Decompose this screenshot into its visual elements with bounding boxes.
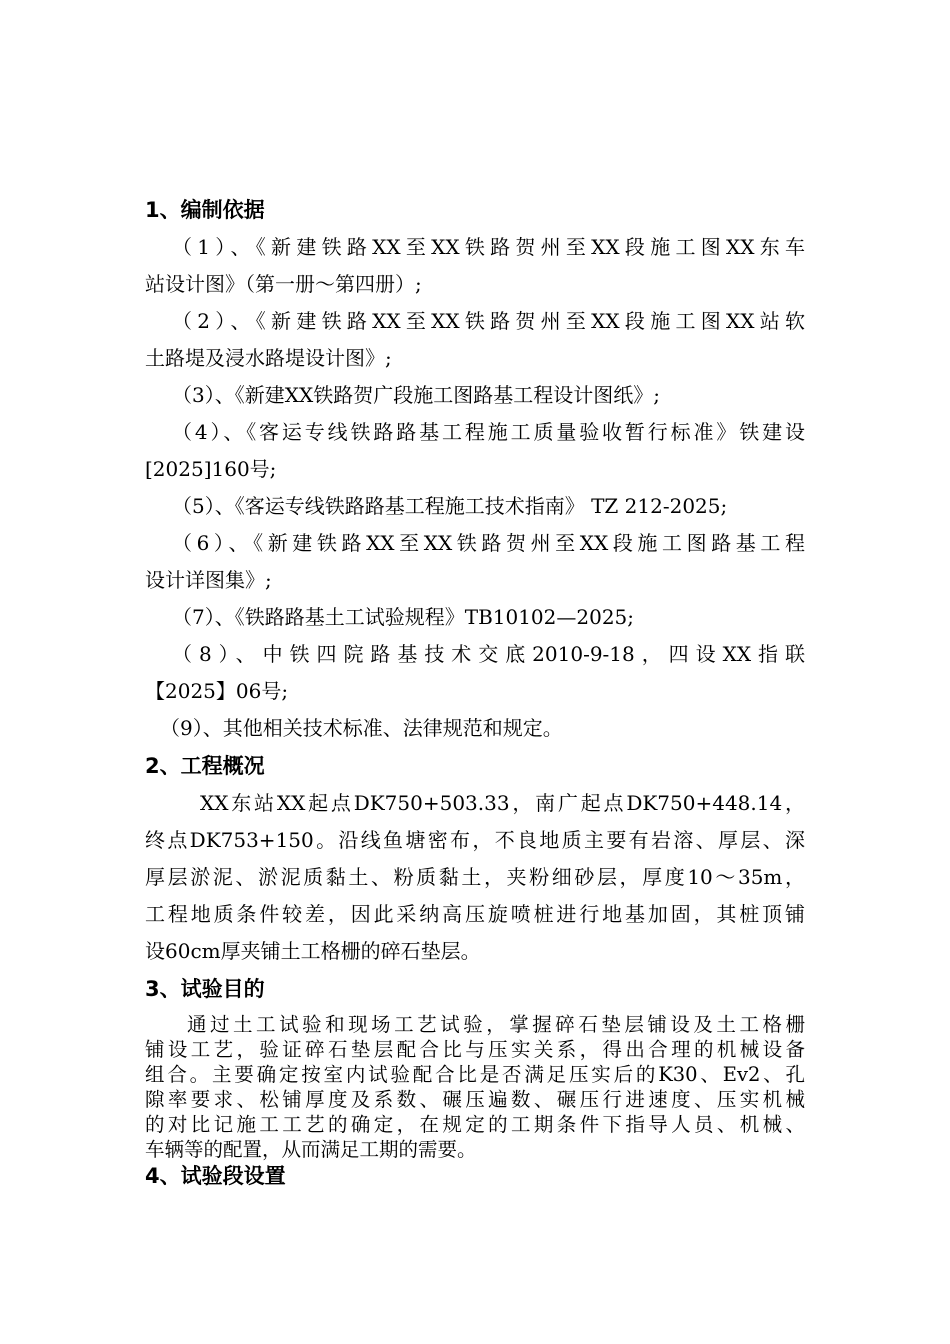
ref-item-8-line2: 【2025】06号; [145,679,289,703]
overview-line-2: 终点DK753+150。沿线鱼塘密布，不良地质主要有岩溶、厚层、深 [145,828,805,852]
ref-item-4-line2: [2025]160号; [145,457,277,481]
section4-heading: 4、试验段设置 [145,1164,286,1188]
ref-item-9: （9）、其他相关技术标准、法律规范和规定。 [160,716,563,740]
purpose-line-1: 通过土工试验和现场工艺试验，掌握碎石垫层铺设及土工格栅 [187,1013,805,1036]
ref-item-7: （7）、《铁路路基土工试验规程》TB10102—2025; [172,605,635,629]
purpose-line-2: 铺设工艺，验证碎石垫层配合比与压实关系，得出合理的机械设备 [145,1038,805,1061]
ref-item-2-line2: 土路堤及浸水路堤设计图》; [145,346,392,370]
ref-item-6-line1: （6）、《新建铁路XX至XX铁路贺州至XX段施工图路基工程 [172,531,805,555]
ref-item-4-line1: （4）、《客运专线铁路路基工程施工质量验收暂行标准》铁建设 [172,420,805,444]
ref-item-8-line1: （8）、中铁四院路基技术交底2010-9-18，四设XX指联 [172,642,805,666]
purpose-line-6: 车辆等的配置，从而满足工期的需要。 [145,1138,477,1161]
purpose-line-5: 的对比记施工工艺的确定，在规定的工期条件下指导人员、机械、 [145,1113,805,1136]
overview-line-5: 设60cm厚夹铺土工格栅的碎石垫层。 [145,939,481,963]
section2-heading: 2、工程概况 [145,754,265,778]
overview-line-1: XX东站XX起点DK750+503.33，南广起点DK750+448.14， [200,791,805,815]
ref-item-5: （5）、《客运专线铁路路基工程施工技术指南》 TZ 212-2025; [172,494,728,518]
section3-heading: 3、试验目的 [145,977,265,1001]
ref-item-6-line2: 设计详图集》; [145,568,272,592]
purpose-line-3: 组合。主要确定按室内试验配合比是否满足压实后的K30、Ev2、孔 [145,1063,805,1086]
overview-line-4: 工程地质条件较差，因此采纳高压旋喷桩进行地基加固，其桩顶铺 [145,902,805,926]
ref-item-1-line2: 站设计图》（第一册～第四册）; [145,272,422,296]
overview-line-3: 厚层淤泥、淤泥质黏土、粉质黏土，夹粉细砂层，厚度10～35m， [145,865,805,889]
purpose-line-4: 隙率要求、松铺厚度及系数、碾压遍数、碾压行进速度、压实机械 [145,1088,805,1111]
ref-item-2-line1: （2）、《新建铁路XX至XX铁路贺州至XX段施工图XX站软 [172,309,805,333]
section1-heading: 1、编制依据 [145,198,265,222]
ref-item-1-line1: （1）、《新建铁路XX至XX铁路贺州至XX段施工图XX东车 [172,235,805,259]
ref-item-3: （3）、《新建XX铁路贺广段施工图路基工程设计图纸》; [172,383,660,407]
